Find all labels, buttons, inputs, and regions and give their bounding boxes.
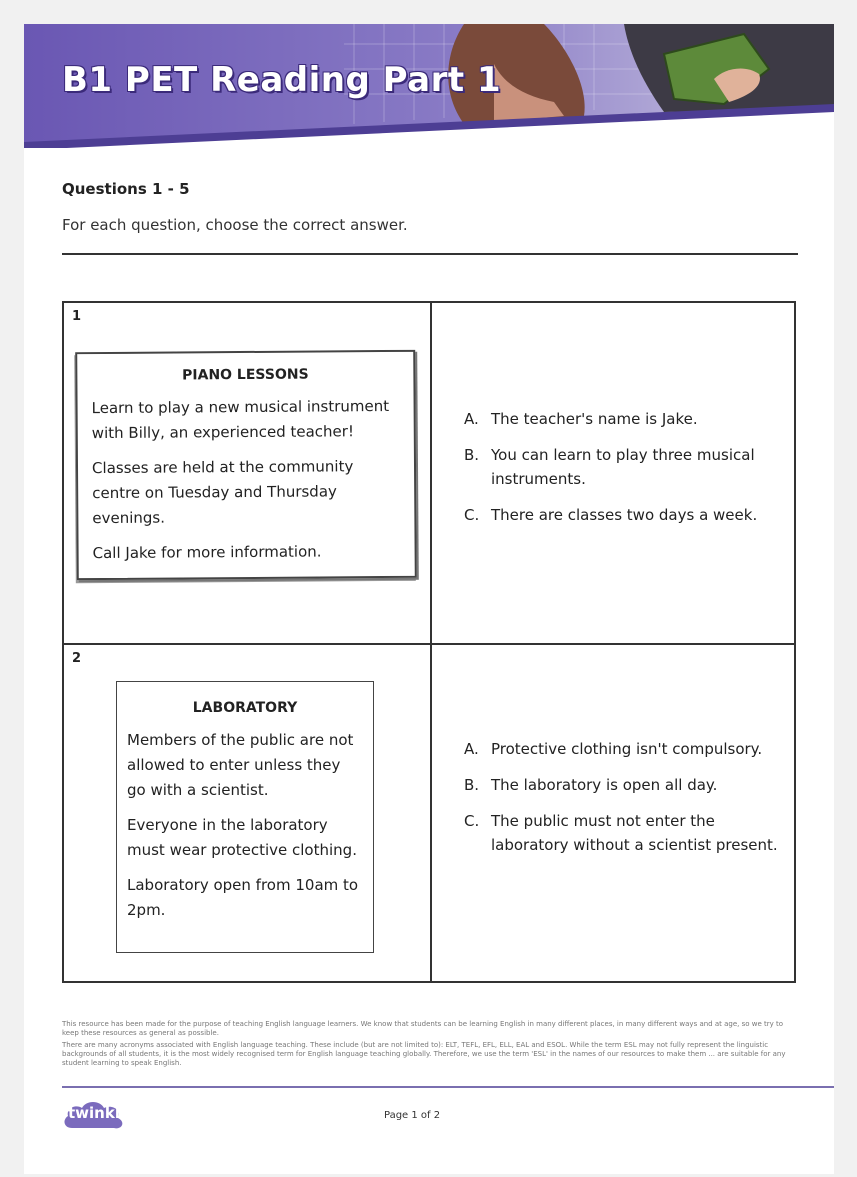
option-a[interactable] xyxy=(464,407,784,431)
page-number: Page 1 of 2 xyxy=(384,1110,441,1121)
option-letter: A. xyxy=(464,740,479,758)
grid-divider-horizontal xyxy=(64,643,794,645)
notice-title: LABORATORY xyxy=(192,700,298,716)
option-letter: C. xyxy=(464,812,480,830)
option-text: There are classes two days a week. xyxy=(491,506,758,524)
notice-paragraph: Laboratory open from 10am to 2pm. xyxy=(127,876,359,919)
option-b[interactable] xyxy=(464,773,784,797)
option-b[interactable] xyxy=(464,443,784,491)
disclaimer-paragraph: There are many acronyms associated with English language teaching. These include (but are not limited to): ELT, TEFL, EFL, ELL, EAL and ESOL. While the term ESL may not fully represent the linguistic backgrounds of all students, it is the most widely recognised term for English language teaching globally. Therefore, we use the term 'ESL' in the names of our resources to make them ... are suitable for any student learning to speak English. xyxy=(62,1041,786,1067)
option-letter: A. xyxy=(464,410,479,428)
footer-rule xyxy=(62,1086,834,1088)
instruction-text: For each question, choose the correct answer. xyxy=(62,216,408,234)
option-text: You can learn to play three musical instruments. xyxy=(491,446,755,488)
logo-text: twinkl xyxy=(68,1104,120,1122)
notice-title: PIANO LESSONS xyxy=(182,366,309,384)
divider-rule xyxy=(62,253,798,255)
disclaimer-paragraph: This resource has been made for the purpose of teaching English language learners. We know that students can be learning English in many different places, in many different ways and at age, so we try to keep these resources as general as possible. xyxy=(62,1020,784,1037)
grid-divider-vertical xyxy=(430,303,432,981)
notice-paragraph: Members of the public are not allowed to enter unless they go with a scientist. xyxy=(127,731,354,799)
option-a[interactable] xyxy=(464,737,784,761)
worksheet-page xyxy=(24,24,834,1174)
question-number: 1 xyxy=(72,309,82,324)
option-letter: C. xyxy=(464,506,480,524)
notice-paragraph: Everyone in the laboratory must wear protective clothing. xyxy=(127,816,357,859)
option-letter: B. xyxy=(464,446,480,464)
answer-options xyxy=(464,407,784,539)
option-c[interactable] xyxy=(464,503,784,527)
option-text: The laboratory is open all day. xyxy=(491,776,718,794)
option-c[interactable] xyxy=(464,809,784,857)
twinkl-logo[interactable] xyxy=(62,1098,126,1132)
questions-heading: Questions 1 - 5 xyxy=(62,180,190,198)
option-text: The teacher's name is Jake. xyxy=(491,410,698,428)
footer-disclaimer xyxy=(62,1020,798,1071)
notice-card xyxy=(116,681,374,953)
answer-options xyxy=(464,737,784,869)
notice-paragraph: Call Jake for more information. xyxy=(92,542,322,563)
questions-grid xyxy=(62,301,796,983)
option-text: The public must not enter the laboratory without a scientist present. xyxy=(491,812,778,854)
option-text: Protective clothing isn't compulsory. xyxy=(491,740,763,758)
option-letter: B. xyxy=(464,776,480,794)
notice-paragraph: Learn to play a new musical instrument with Billy, an experienced teacher! xyxy=(91,396,390,443)
notice-card xyxy=(75,350,417,580)
question-number: 2 xyxy=(72,651,82,666)
notice-paragraph: Classes are held at the community centre on Tuesday and Thursday evenings. xyxy=(91,457,354,528)
header-banner xyxy=(24,24,834,148)
page-title: B1 PET Reading Part 1 xyxy=(62,60,502,100)
